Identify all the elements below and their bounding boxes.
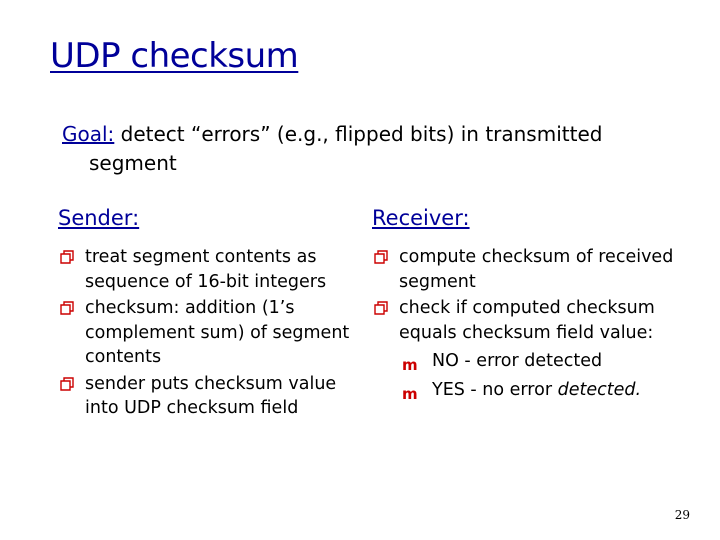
m-bullet-icon: m [402, 384, 418, 403]
checkbox-bullet-icon [374, 301, 388, 315]
sender-item [58, 372, 358, 421]
sender-item [58, 245, 358, 294]
receiver-heading: Receiver: [372, 206, 470, 230]
receiver-item-text: check if computed checksum equals checksum field value: [399, 298, 655, 343]
sender-item-text: treat segment contents as sequence of 16-bit integers [85, 247, 327, 292]
sender-item [58, 296, 358, 370]
checkbox-bullet-icon [60, 301, 74, 315]
receiver-item-text: compute checksum of received segment [399, 247, 674, 292]
sender-heading: Sender: [58, 206, 140, 230]
receiver-subitem-text: YES - no error [432, 379, 558, 400]
slide-title: UDP checksum [50, 36, 299, 76]
sender-item-text: checksum: addition (1’s complement sum) of segment contents [85, 298, 350, 367]
checkbox-bullet-icon [374, 250, 388, 264]
m-bullet-icon: m [402, 356, 418, 374]
page-number: 29 [674, 508, 690, 522]
goal-statement [62, 120, 702, 178]
receiver-subitem [372, 378, 692, 403]
receiver-subitem [372, 349, 692, 374]
receiver-item [372, 296, 692, 345]
goal-label: Goal: [62, 122, 115, 146]
checkbox-bullet-icon [60, 377, 74, 391]
receiver-subitem-italic-text: detected. [557, 379, 642, 400]
receiver-subitem-text: NO - error detected [432, 351, 603, 371]
sender-item-text: sender puts checksum value into UDP checksum field [85, 373, 337, 418]
receiver-column [372, 205, 692, 402]
goal-text-line1: detect “errors” (e.g., flipped bits) in transmitted [114, 122, 603, 146]
checkbox-bullet-icon [60, 250, 74, 264]
sender-column [58, 205, 358, 423]
goal-text-line2: segment [89, 151, 177, 175]
receiver-item [372, 245, 692, 294]
